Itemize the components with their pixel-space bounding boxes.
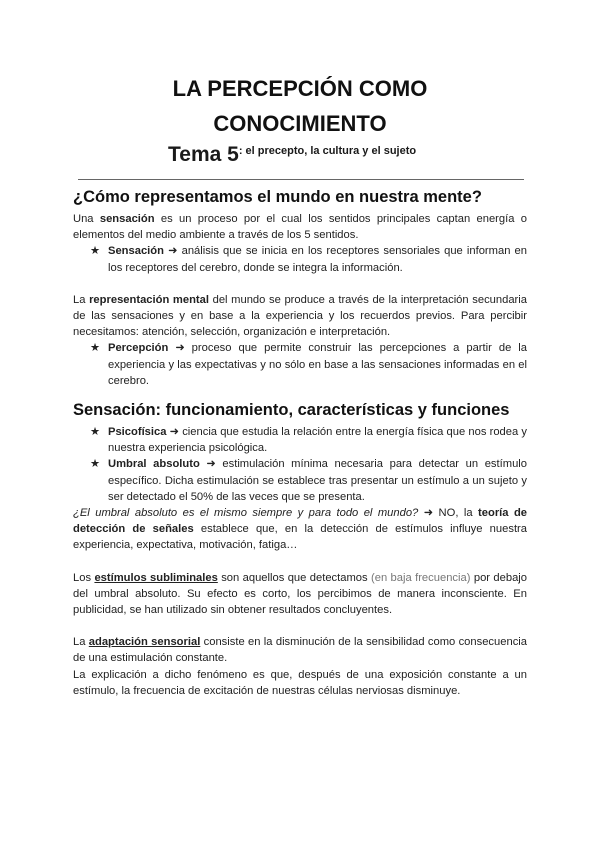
subtitle — [168, 143, 416, 167]
paragraph-umbral-question: ¿El umbral absoluto es el mismo siempre y para todo el mundo? ➜ NO, la teoría de detección de señales establece que, en la detección de estímulos influye nuestra experiencia, expectativa, motivación, fatiga… — [73, 507, 527, 552]
horizontal-divider — [78, 179, 524, 180]
paragraph-subliminales: Los estímulos subliminales son aquellos que detectamos (en baja frecuencia) por debajo del umbral absoluto. Su efecto es corto, los percibimos de manera inconsciente. En publicidad, se han utilizado sin obtener resultados concluyentes. — [73, 571, 527, 617]
star-icon: ★ — [90, 426, 101, 439]
bullet-list-3 — [73, 424, 527, 505]
paragraph-adaptacion: La adaptación sensorial consiste en la disminución de la sensibilidad como consecuencia de una estimulación constante. — [73, 636, 527, 665]
bullet-list-2 — [73, 340, 527, 389]
section-heading-2: Sensación: funcionamiento, características y funciones — [73, 401, 510, 420]
list-item: ★ Psicofísica ➜ ciencia que estudia la relación entre la energía física que nos rodea y nuestra experiencia psicológica. — [90, 426, 527, 455]
section-heading-1: ¿Cómo representamos el mundo en nuestra mente? — [73, 188, 482, 206]
paragraph-representacion: La representación mental del mundo se produce a través de la interpretación secundaria de las sensaciones y en base a la experiencia y los recuerdos previos. Para percibir necesitamos: atención, selección, organización e interpretación. — [73, 293, 527, 339]
list-item: ★ Sensación ➜ análisis que se inicia en los receptores sensoriales que informan en los receptores del cerebro, donde se integra la información. — [90, 245, 527, 274]
main-content — [73, 186, 527, 699]
star-icon: ★ — [90, 342, 101, 355]
list-item: ★ Umbral absoluto ➜ estimulación mínima necesaria para detectar un estímulo específico. Dicha estimulación se establece tras presentar un estímulo a un sujeto y ser detectado el 50% de las veces que se presenta. — [90, 458, 527, 503]
paragraph-explicacion: La explicación a dicho fenómeno es que, después de una exposición constante a un estímulo, la frecuencia de excitación de nuestras células nerviosas disminuye. — [73, 668, 527, 697]
star-icon: ★ — [90, 458, 101, 471]
paragraph-sensacion: Una sensación es un proceso por el cual los sentidos principales captan energía o elementos del medio ambiente a través de los 5 sentidos. — [73, 213, 527, 242]
list-item: ★ Percepción ➜ proceso que permite construir las percepciones a partir de la experiencia y las expectativas y no sólo en base a las sensaciones informadas en el cerebro. — [90, 342, 527, 387]
tema-label: Tema 5 — [168, 143, 239, 166]
title-line-1: LA PERCEPCIÓN COMO — [172, 76, 428, 101]
tema-subtitle: : el precepto, la cultura y el sujeto — [238, 145, 417, 157]
bullet-list-1 — [73, 243, 527, 275]
star-icon: ★ — [90, 245, 101, 258]
title-line-2: CONOCIMIENTO — [213, 111, 387, 136]
